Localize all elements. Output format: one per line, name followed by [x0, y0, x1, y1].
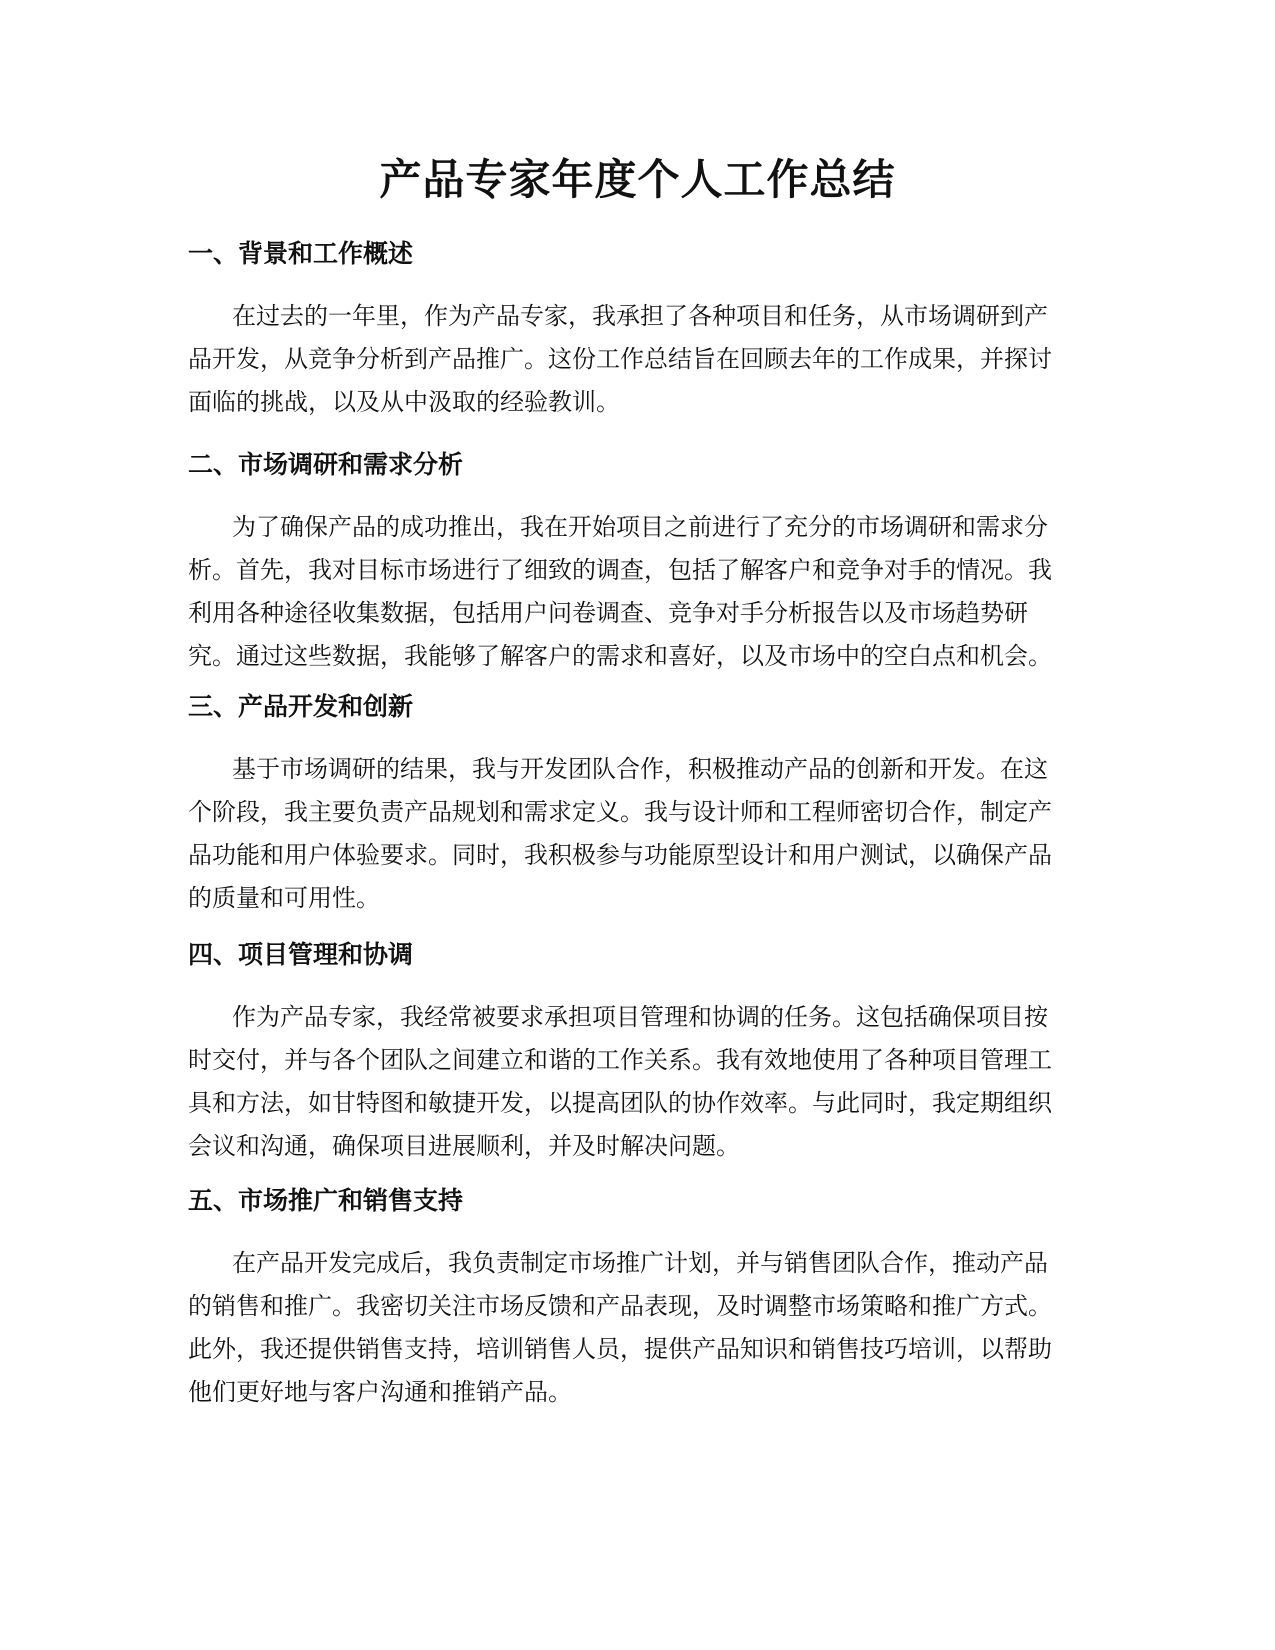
paragraph-line: 利用各种途径收集数据，包括用户问卷调查、竞争对手分析报告以及市场趋势研 — [188, 599, 1028, 627]
paragraph-line: 具和方法，如甘特图和敏捷开发，以提高团队的协作效率。与此同时，我定期组织 — [188, 1089, 1052, 1117]
section-paragraph-background — [188, 295, 1088, 424]
paragraph-line: 基于市场调研的结果，我与开发团队合作，积极推动产品的创新和开发。在这 — [232, 755, 1048, 783]
section-heading-market-research: 二、市场调研和需求分析 — [188, 450, 464, 479]
paragraph-line: 的质量和可用性。 — [188, 884, 380, 912]
section-heading-project-management: 四、项目管理和协调 — [188, 940, 414, 969]
paragraph-line: 品开发，从竞争分析到产品推广。这份工作总结旨在回顾去年的工作成果，并探讨 — [188, 345, 1052, 373]
section-heading-marketing-sales: 五、市场推广和销售支持 — [188, 1186, 464, 1215]
paragraph-line: 会议和沟通，确保项目进展顺利，并及时解决问题。 — [188, 1132, 740, 1160]
paragraph-line: 的销售和推广。我密切关注市场反馈和产品表现，及时调整市场策略和推广方式。 — [188, 1292, 1052, 1320]
section-paragraph-market-research — [188, 506, 1088, 678]
section-heading-background: 一、背景和工作概述 — [188, 239, 414, 268]
section-paragraph-marketing-sales — [188, 1242, 1088, 1414]
paragraph-line: 面临的挑战，以及从中汲取的经验教训。 — [188, 388, 620, 416]
paragraph-line: 个阶段，我主要负责产品规划和需求定义。我与设计师和工程师密切合作，制定产 — [188, 798, 1052, 826]
paragraph-line: 为了确保产品的成功推出，我在开始项目之前进行了充分的市场调研和需求分 — [232, 513, 1048, 541]
paragraph-line: 他们更好地与客户沟通和推销产品。 — [188, 1378, 572, 1406]
section-paragraph-product-development — [188, 748, 1088, 920]
paragraph-line: 作为产品专家，我经常被要求承担项目管理和协调的任务。这包括确保项目按 — [232, 1003, 1048, 1031]
paragraph-line: 此外，我还提供销售支持，培训销售人员，提供产品知识和销售技巧培训，以帮助 — [188, 1335, 1052, 1363]
page-title: 产品专家年度个人工作总结 — [379, 155, 896, 204]
paragraph-line: 时交付，并与各个团队之间建立和谐的工作关系。我有效地使用了各种项目管理工 — [188, 1046, 1052, 1074]
paragraph-line: 究。通过这些数据，我能够了解客户的需求和喜好，以及市场中的空白点和机会。 — [188, 642, 1052, 670]
section-heading-product-development: 三、产品开发和创新 — [188, 692, 414, 721]
paragraph-line: 在过去的一年里，作为产品专家，我承担了各种项目和任务，从市场调研到产 — [232, 302, 1048, 330]
section-paragraph-project-management — [188, 996, 1088, 1168]
paragraph-line: 析。首先，我对目标市场进行了细致的调查，包括了解客户和竞争对手的情况。我 — [188, 556, 1052, 584]
paragraph-line: 品功能和用户体验要求。同时，我积极参与功能原型设计和用户测试，以确保产品 — [188, 841, 1052, 869]
paragraph-line: 在产品开发完成后，我负责制定市场推广计划，并与销售团队合作，推动产品 — [232, 1249, 1048, 1277]
